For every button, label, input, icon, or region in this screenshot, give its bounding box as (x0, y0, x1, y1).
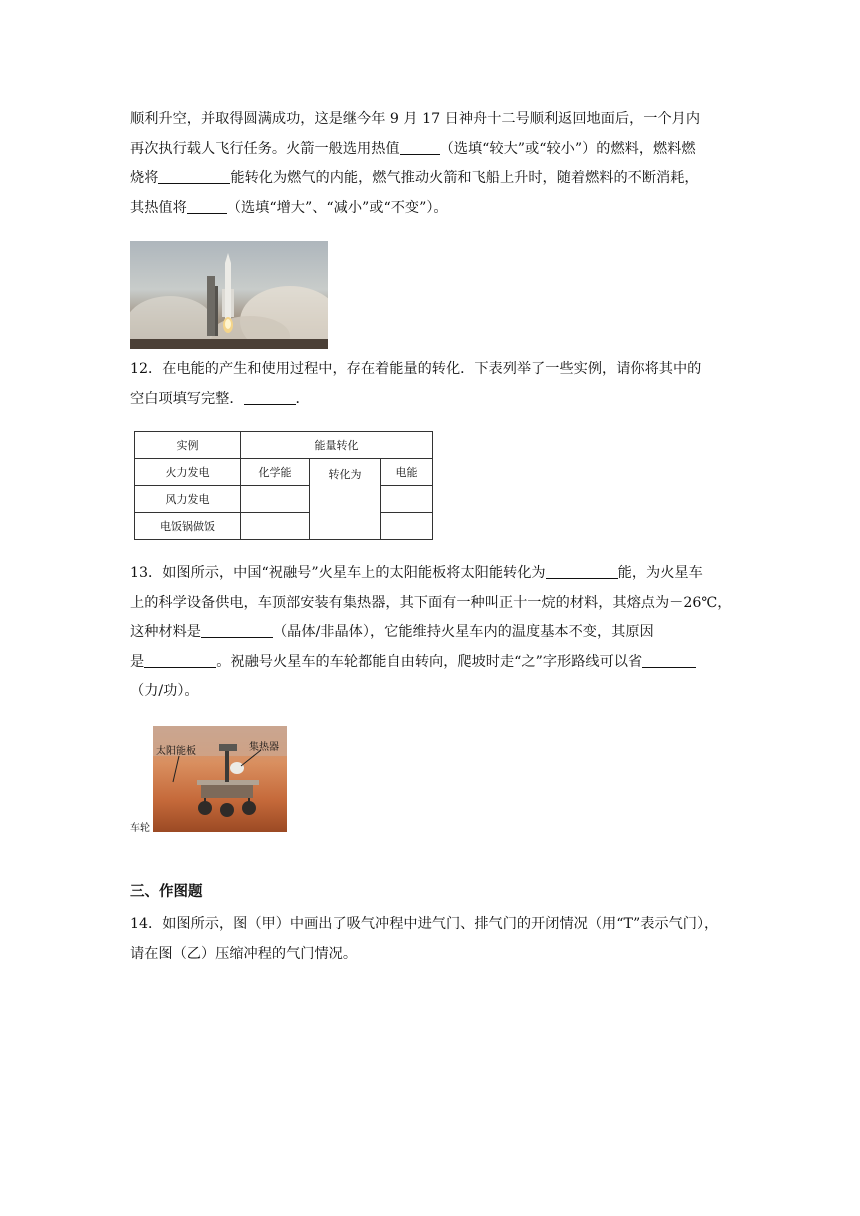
table-cell-from: 化学能 (241, 459, 310, 486)
mars-rover-photo (153, 726, 287, 832)
answer-blank[interactable] (244, 388, 296, 405)
q14-line-1: 14．如图所示，图（甲）中画出了吸气冲程中进气门、排气门的开闭情况（用“T”表示气门）， (130, 916, 719, 932)
table-cell-example: 火力发电 (135, 459, 241, 486)
table-cell-from-blank[interactable] (241, 513, 310, 540)
q13-line-2: 上的科学设备供电，车顶部安装有集热器，其下面有一种叫正十一烷的材料，其熔点为－26℃， (130, 594, 732, 611)
label-solar-panel: 太阳能板 (156, 746, 196, 757)
table-cell-to-blank[interactable] (381, 486, 433, 513)
q11-line-1: 顺利升空，并取得圆满成功，这是继今年 9 月 17 日神舟十二号顺利返回地面后，一个月内 (130, 111, 701, 127)
table-cell-example: 风力发电 (135, 486, 241, 513)
q13-line-4: 是 。祝融号火星车的车轮都能自由转向，爬坡时走“之”字形路线可以省 (130, 648, 732, 678)
q11-line-3: 烧将 能转化为燃气的内能，燃气推动火箭和飞船上升时，随着燃料的不断消耗， (130, 164, 732, 194)
answer-blank[interactable] (400, 138, 440, 155)
answer-blank[interactable] (158, 167, 230, 184)
answer-blank[interactable] (144, 651, 216, 668)
answer-blank[interactable] (201, 621, 273, 638)
q13-line-3: 这种材料是 （晶体/非晶体），它能维持火星车内的温度基本不变，其原因 (130, 618, 732, 648)
table-cell-convert: 转化为 (310, 459, 381, 540)
table-header-example: 实例 (135, 432, 241, 459)
q14-line-2: 请在图（乙）压缩冲程的气门情况。 (130, 945, 358, 962)
question-14-text (130, 910, 732, 969)
table-cell-example: 电饭锅做饭 (135, 513, 241, 540)
answer-blank[interactable] (642, 651, 696, 668)
table-cell-to-blank[interactable] (381, 513, 433, 540)
section-3-heading: 三、作图题 (130, 884, 203, 900)
q12-line-1: 12．在电能的产生和使用过程中，存在着能量的转化．下表列举了一些实例，请你将其中的 (130, 361, 702, 377)
question-12-text (130, 355, 732, 414)
table-cell-to: 电能 (381, 459, 433, 486)
answer-blank[interactable] (187, 197, 227, 214)
q11-line-4: 其热值将 （选填“增大”、“减小”或“不变”）。 (130, 194, 732, 224)
answer-blank[interactable] (546, 562, 618, 579)
q13-line-1: 13．如图所示，中国“祝融号”火星车上的太阳能板将太阳能转化为 能，为火星车 (130, 559, 732, 589)
q11-line-2: 再次执行载人飞行任务。火箭一般选用热值 （选填“较大”或“较小”）的燃料，燃料燃 (130, 135, 732, 165)
label-wheel: 车轮 (130, 823, 150, 834)
q13-line-5: （力/功）。 (130, 683, 199, 699)
question-13-text (130, 559, 732, 707)
question-11-text (130, 105, 732, 223)
rocket-launch-photo (130, 241, 328, 349)
energy-conversion-table (134, 431, 433, 540)
q12-line-2: 空白项填写完整． ． (130, 385, 732, 415)
table-header-energy: 能量转化 (241, 432, 433, 459)
label-heat-collector: 集热器 (249, 742, 279, 753)
table-cell-from-blank[interactable] (241, 486, 310, 513)
